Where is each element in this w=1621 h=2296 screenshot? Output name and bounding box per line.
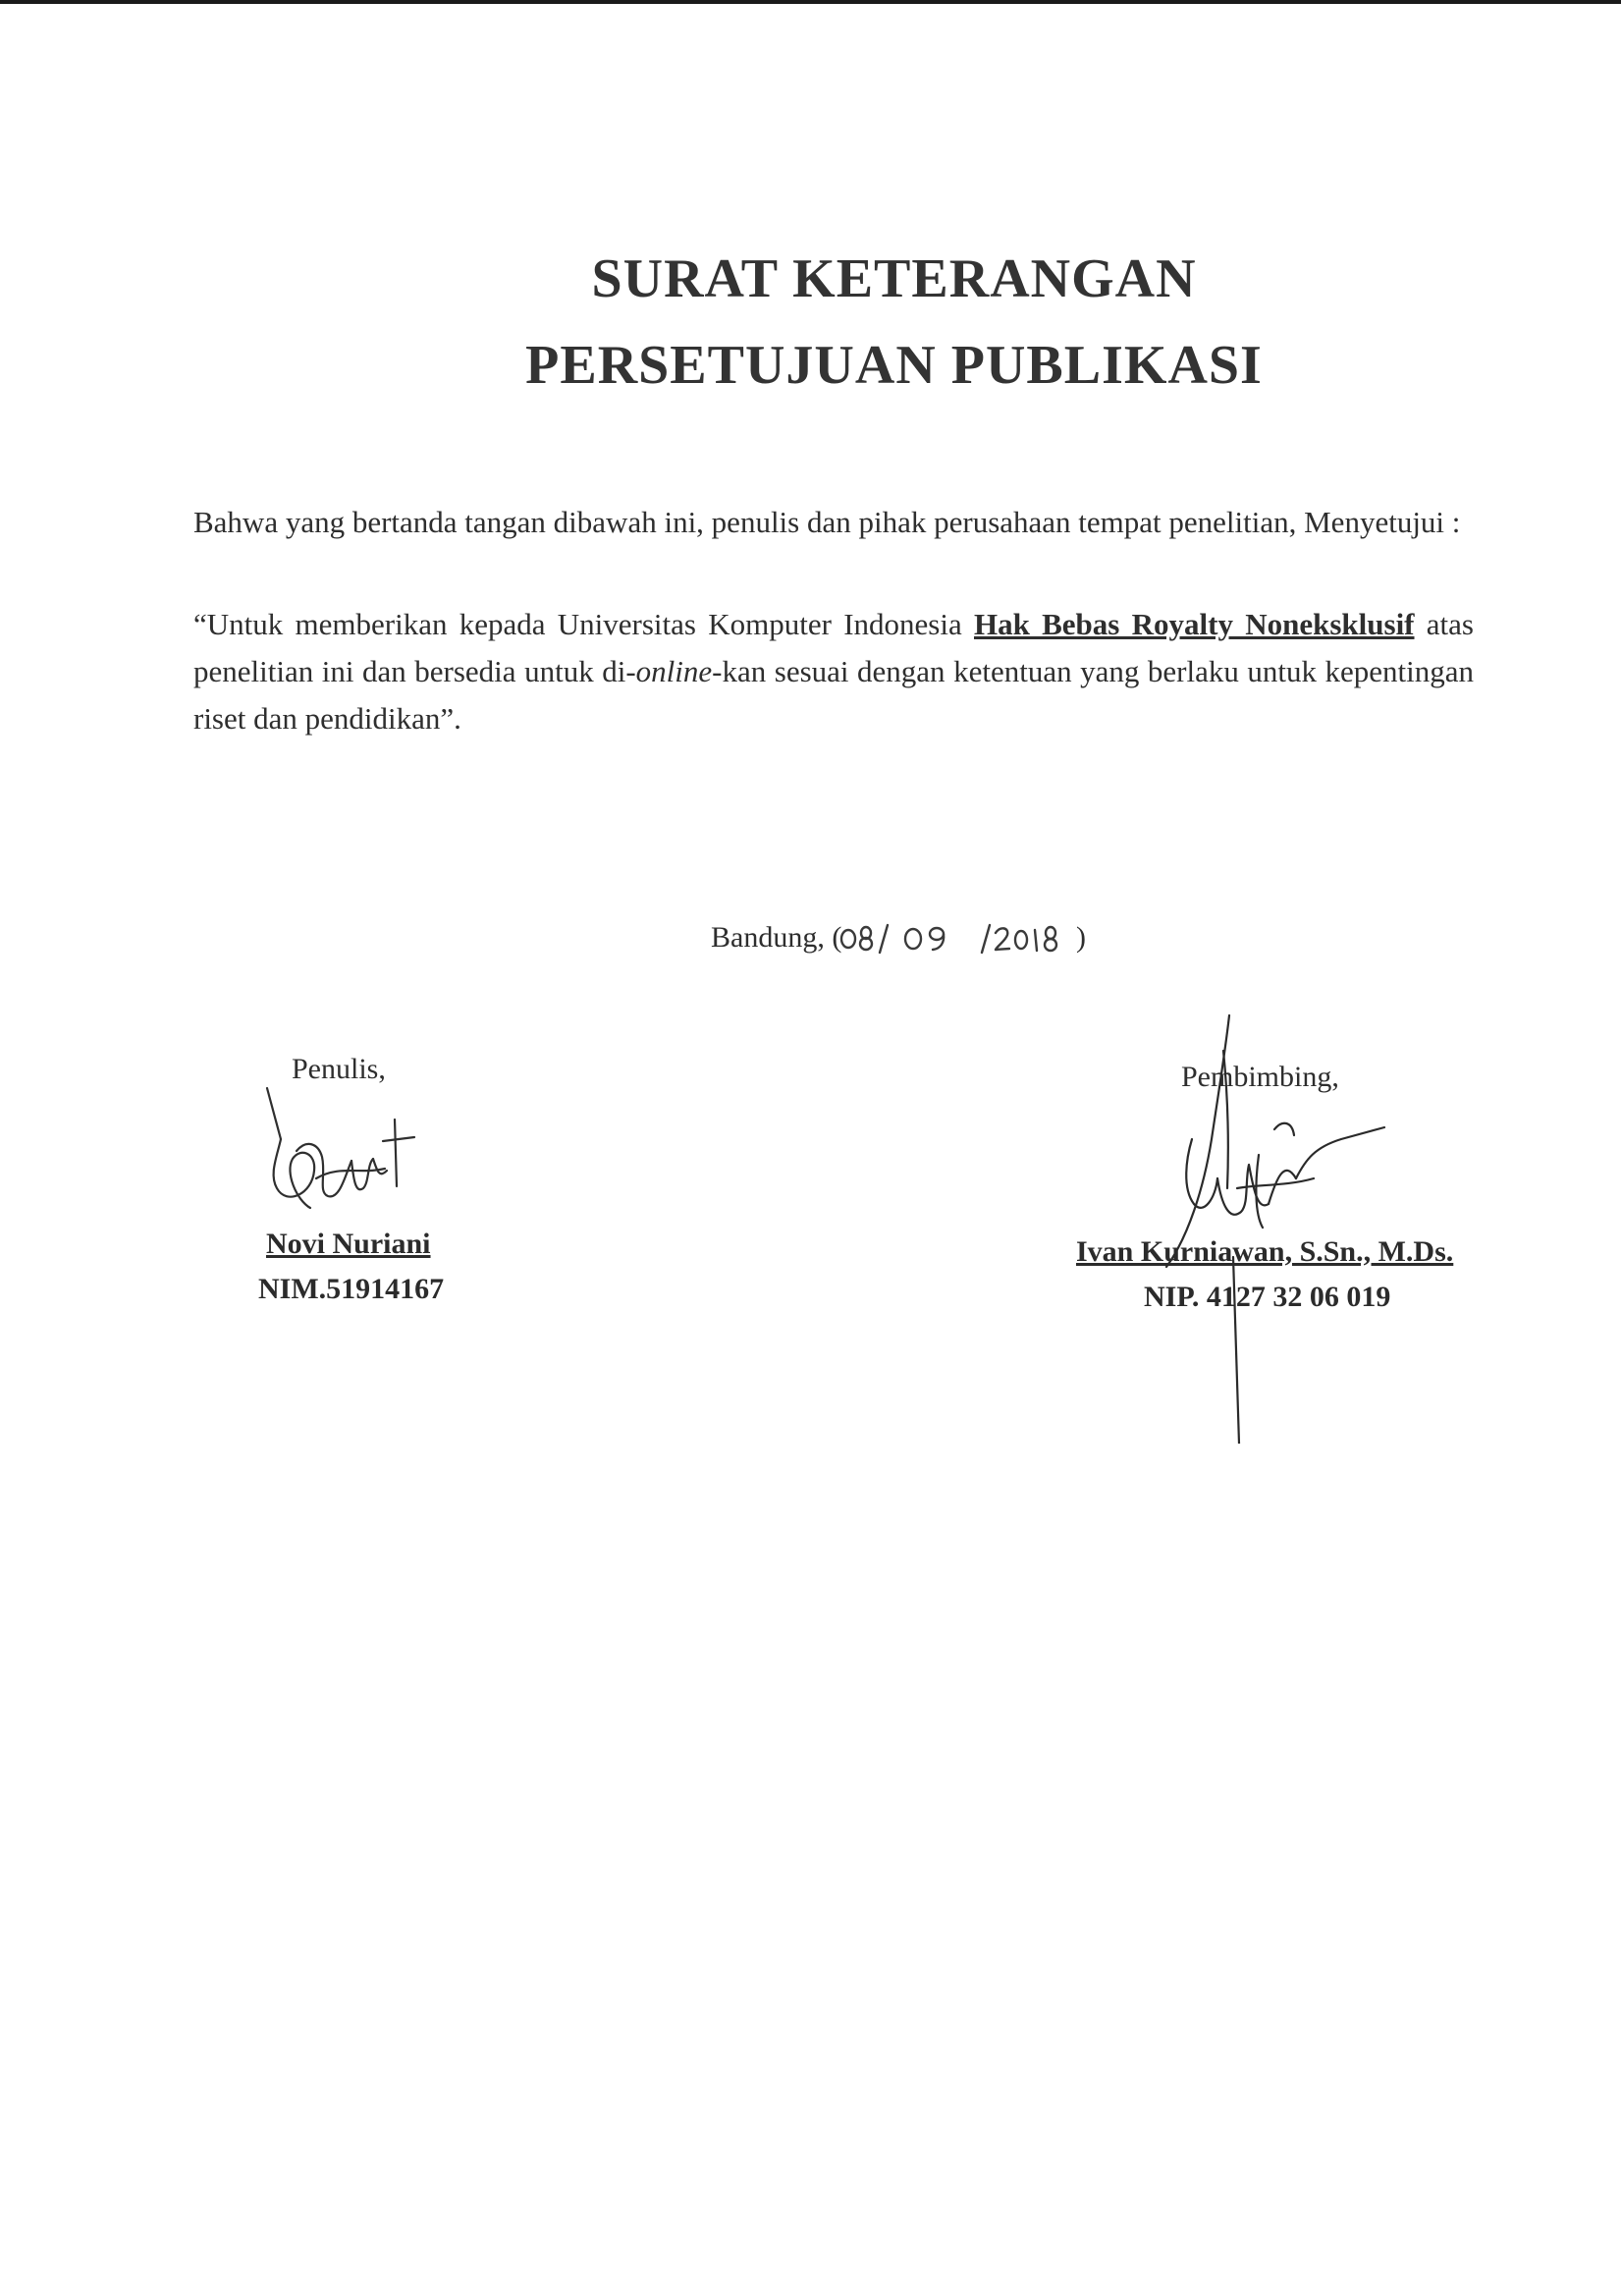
writer-id: NIM.51914167	[258, 1273, 445, 1305]
online-italic: online	[635, 654, 713, 688]
supervisor-label: Pembimbing,	[1181, 1061, 1339, 1093]
statement-quote	[193, 601, 1474, 742]
date-close-paren: )	[1076, 921, 1086, 954]
handwritten-date	[831, 913, 1106, 962]
document-title-line-2: PERSETUJUAN PUBLIKASI	[525, 335, 1263, 396]
place-label: Bandung, (	[711, 921, 842, 954]
quote-text-before: “Untuk memberikan kepada Universitas Komputer Indonesia	[193, 607, 974, 641]
quote-text-after: -kan sesuai dengan ketentuan yang berlaku untuk kepentingan riset dan pendidikan”.	[193, 654, 1474, 736]
supervisor-signature	[1139, 1011, 1394, 1444]
document-title-line-1: SURAT KETERANGAN	[591, 248, 1197, 309]
rights-highlight: Hak Bebas Royalty Noneksklusif	[974, 607, 1415, 641]
writer-label: Penulis,	[292, 1053, 386, 1085]
scan-top-edge	[0, 0, 1621, 4]
supervisor-name: Ivan Kurniawan, S.Sn., M.Ds.	[1076, 1235, 1454, 1268]
writer-name: Novi Nuriani	[266, 1228, 431, 1260]
supervisor-id: NIP. 4127 32 06 019	[1144, 1281, 1391, 1313]
writer-signature	[257, 1080, 434, 1237]
statement-intro: Bahwa yang bertanda tangan dibawah ini, penulis dan pihak perusahaan tempat penelitian, Menyetujui :	[193, 505, 1461, 539]
quote-text-middle: atas penelitian ini dan bersedia untuk di-	[193, 607, 1474, 688]
